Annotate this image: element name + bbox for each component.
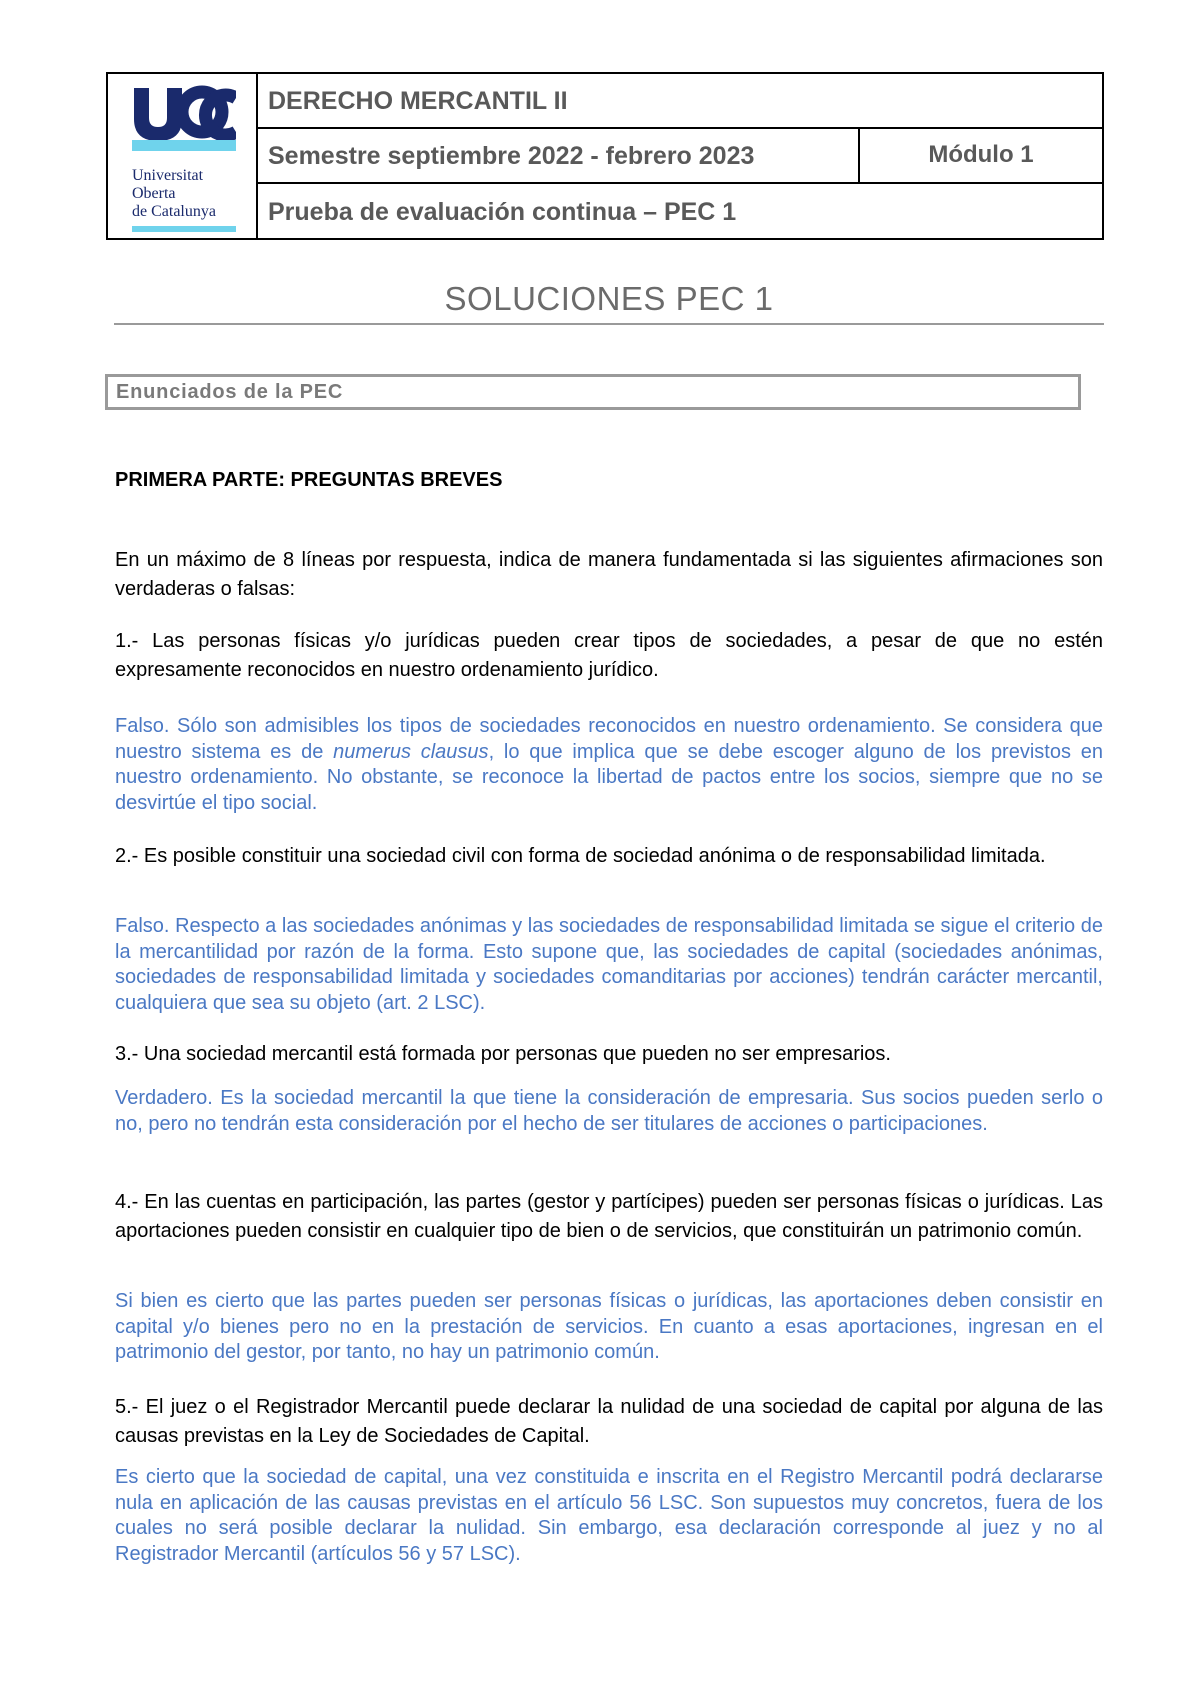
section-box: Enunciados de la PEC	[105, 374, 1081, 410]
answer-1-pre: Falso. Sólo son admisibles los tipos de sociedades reconocidos en nuestro ordenamiento. Se considera que nuestro sistema es de	[115, 715, 1103, 763]
answer-4: Si bien es cierto que las partes pueden ser personas físicas o jurídicas, las aportaciones deben consistir en capital y/o bienes pero no en la prestación de servicios. En cuanto a esas aportaciones, ingresan en el patrimonio del gestor, por tanto, no hay un patrimonio común.	[115, 1290, 1103, 1363]
test-title: Prueba de evaluación continua – PEC 1	[268, 198, 737, 226]
question-5: 5.- El juez o el Registrador Mercantil puede declarar la nulidad de una sociedad de capital por alguna de las causas previstas en la Ley de Sociedades de Capital.	[115, 1396, 1103, 1447]
title-divider	[114, 323, 1104, 325]
question-4: 4.- En las cuentas en participación, las partes (gestor y partícipes) pueden ser personas físicas o jurídicas. Las aportaciones pueden consistir en cualquier tipo de bien o de servicios, que constituirán un patrimonio común.	[115, 1191, 1103, 1242]
module-label: Módulo 1	[858, 129, 1102, 182]
page-title: SOLUCIONES PEC 1	[444, 280, 774, 317]
semester-label: Semestre septiembre 2022 - febrero 2023	[268, 142, 755, 170]
semester-row	[258, 129, 1102, 184]
course-title: DERECHO MERCANTIL II	[258, 74, 1102, 129]
question-1: 1.- Las personas físicas y/o jurídicas pueden crear tipos de sociedades, a pesar de que no estén expresamente reconocidos en nuestro ordenamiento jurídico.	[115, 630, 1103, 681]
question-3: 3.- Una sociedad mercantil está formada por personas que pueden no ser empresarios.	[115, 1043, 891, 1065]
answer-5: Es cierto que la sociedad de capital, una vez constituida e inscrita en el Registro Mercantil podrá declararse nula en aplicación de las causas previstas en el artículo 56 LSC. Son supuestos muy concretos, fuera de los cuales no será posible declarar la nulidad. Sin embargo, esa declaración corresponde al juez y no al Registrador Mercantil (artículos 56 y 57 LSC).	[115, 1466, 1103, 1565]
question-2: 2.- Es posible constituir una sociedad civil con forma de sociedad anónima o de responsabilidad limitada.	[115, 845, 1046, 867]
answer-2: Falso. Respecto a las sociedades anónimas y las sociedades de responsabilidad limitada se sigue el criterio de la mercantilidad por razón de la forma. Esto supone que, las sociedades de capital (sociedades anónimas, sociedades de responsabilidad limitada y sociedades comanditarias por acciones) tendrán carácter mercantil, cualquiera que sea su objeto (art. 2 LSC).	[115, 915, 1103, 1014]
logo-text-line2: Oberta	[132, 185, 176, 202]
part-heading: PRIMERA PARTE: PREGUNTAS BREVES	[115, 469, 503, 491]
answer-1	[115, 714, 1103, 816]
intro-paragraph: En un máximo de 8 líneas por respuesta, indica de manera fundamentada si las siguientes afirmaciones son verdaderas o falsas:	[115, 549, 1103, 600]
answer-3: Verdadero. Es la sociedad mercantil la que tiene la consideración de empresaria. Sus socios pueden serlo o no, pero no tendrán esta consideración por el hecho de ser titulares de acciones o participaciones.	[115, 1087, 1103, 1135]
header-table	[106, 72, 1104, 240]
logo-text-line1: Universitat	[132, 167, 204, 184]
answer-1-italic: numerus clausus	[333, 740, 489, 763]
logo-text-line3: de Catalunya	[132, 203, 216, 220]
answer-1-post: , lo que implica que se debe escoger alguno de los previstos en nuestro ordenamiento. No obstante, se reconoce la libertad de pactos entre los socios, siempre que no se desvirtúe el tipo social.	[115, 740, 1104, 814]
uoc-logo	[132, 82, 236, 232]
logo-cell	[108, 74, 258, 238]
